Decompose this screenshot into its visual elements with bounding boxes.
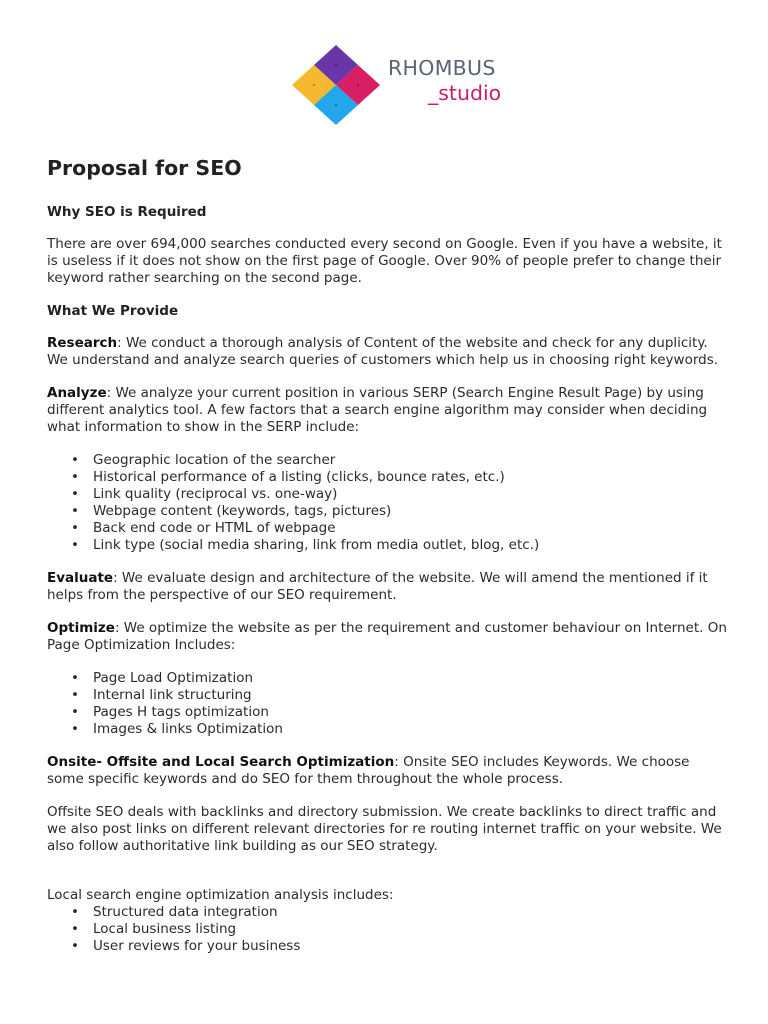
optimize-list <box>47 670 727 738</box>
list-item: • Webpage content (keywords, tags, pictures) <box>93 503 727 520</box>
logo-brand-suffix: _studio <box>428 81 502 105</box>
research-paragraph <box>47 335 727 369</box>
local-seo-list <box>47 904 727 955</box>
onsite-label: Onsite- Offsite and Local Search Optimization <box>47 754 395 770</box>
list-item: • Link quality (reciprocal vs. one-way) <box>93 486 727 503</box>
list-item: • User reviews for your business <box>93 938 727 955</box>
research-label: Research <box>47 335 118 351</box>
evaluate-text: : We evaluate design and architecture of the website. We will amend the mentioned if it helps from the perspective of our SEO requirement. <box>47 570 708 603</box>
analyze-text: : We analyze your current position in various SERP (Search Engine Result Page) by using different analytics tool. A few factors that a search engine algorithm may consider when deciding what information to show in the SERP include: <box>47 385 708 435</box>
optimize-paragraph <box>47 620 727 654</box>
onsite-text: : Onsite SEO includes Keywords. We choose some specific keywords and do SEO for them throughout the whole process. <box>47 754 690 787</box>
rhombus-studio-logo <box>292 44 522 128</box>
list-item: • Pages H tags optimization <box>93 704 727 721</box>
list-item: • Local business listing <box>93 921 727 938</box>
list-item: • Images & links Optimization <box>93 721 727 738</box>
list-item: • Geographic location of the searcher <box>93 452 727 469</box>
why-seo-paragraph: There are over 694,000 searches conducted every second on Google. Even if you have a website, it is useless if it does not show on the first page of Google. Over 90% of people prefer to change their keyword rather searching on the second page. <box>47 236 722 286</box>
why-seo-heading: Why SEO is Required <box>47 204 207 220</box>
logo-brand-name: RHOMBUS <box>388 56 496 80</box>
optimize-text: : We optimize the website as per the requirement and customer behaviour on Internet. On Page Optimization Includes: <box>47 620 727 653</box>
list-item: • Internal link structuring <box>93 687 727 704</box>
list-item: • Structured data integration <box>93 904 727 921</box>
rhombus-logo-icon <box>292 44 382 128</box>
analyze-paragraph <box>47 385 727 436</box>
list-item: • Page Load Optimization <box>93 670 727 687</box>
analyze-label: Analyze <box>47 385 107 401</box>
list-item: • Historical performance of a listing (clicks, bounce rates, etc.) <box>93 469 727 486</box>
list-item: • Link type (social media sharing, link from media outlet, blog, etc.) <box>93 537 727 554</box>
onsite-paragraph <box>47 754 727 788</box>
list-item: • Back end code or HTML of webpage <box>93 520 727 537</box>
evaluate-label: Evaluate <box>47 570 114 586</box>
research-text: : We conduct a thorough analysis of Content of the website and check for any duplicity. We understand and analyze search queries of customers which help us in choosing right keywords. <box>47 335 719 368</box>
local-seo-intro: Local search engine optimization analysis includes: <box>47 887 394 903</box>
spacer <box>47 871 727 887</box>
optimize-label: Optimize <box>47 620 115 636</box>
analyze-factor-list <box>47 452 727 554</box>
what-we-provide-heading: What We Provide <box>47 303 179 319</box>
page-title: Proposal for SEO <box>47 156 242 180</box>
document-body <box>47 155 727 971</box>
offsite-paragraph: Offsite SEO deals with backlinks and directory submission. We create backlinks to direct traffic and we also post links on different relevant directories for re routing internet traffic on your website. We also follow authoritative link building as our SEO strategy. <box>47 804 722 854</box>
evaluate-paragraph <box>47 570 727 604</box>
